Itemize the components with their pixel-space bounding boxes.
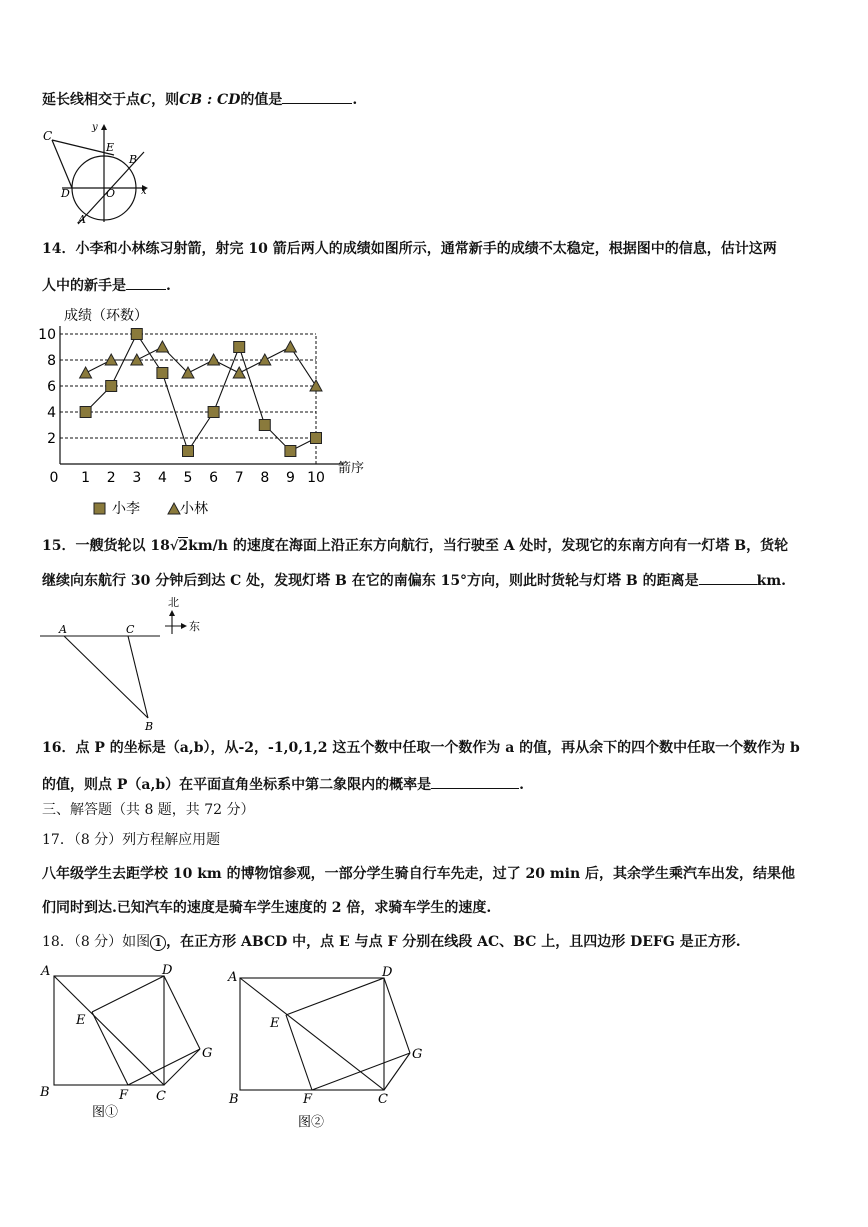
q14-answer-blank[interactable]	[126, 275, 166, 290]
fig1-label-a: A	[41, 964, 51, 979]
legend-series2: 小林	[180, 501, 208, 517]
fig1-label-c: C	[156, 1089, 166, 1104]
q15-line1-a: 15．一艘货轮以 18	[42, 538, 170, 554]
q13-point-c: C	[140, 92, 152, 108]
chart-legend	[94, 500, 208, 517]
chart-xtick-label: 10	[307, 470, 325, 486]
q13-line	[42, 89, 357, 110]
q13-ratio: CB : CD	[179, 92, 241, 108]
q13-label-y: y	[92, 122, 98, 133]
q14-line2	[42, 275, 171, 296]
q13-label-x: x	[141, 186, 147, 197]
q13-label-e: E	[106, 141, 115, 154]
chart-xtick-label: 1	[81, 470, 91, 486]
fig1-line-ef	[92, 1012, 128, 1085]
chart-point-square	[131, 329, 142, 340]
fig1-label-g: G	[202, 1046, 213, 1061]
q15-east-label: 东	[189, 620, 200, 633]
section3-heading: 三、解答题（共 8 题，共 72 分）	[42, 802, 255, 818]
q15-line-cb	[128, 636, 148, 718]
q18-figure2	[226, 962, 436, 1132]
chart-point-square	[208, 407, 219, 418]
chart-xtick-label: 4	[157, 470, 167, 486]
q13-label-o: O	[106, 187, 116, 200]
q14-end: .	[166, 278, 171, 294]
fig2-label-b: B	[229, 1092, 239, 1107]
fig1-label-d: D	[162, 963, 173, 978]
chart-point-triangle	[156, 341, 168, 352]
legend-triangle-marker	[168, 503, 180, 514]
chart-point-square	[157, 368, 168, 379]
q15-label-a: A	[59, 623, 67, 636]
q15-prefix: 继续向东航行 30 分钟后到达 C 处，发现灯塔 B 在它的南偏东 15°方向，则此时货轮与灯塔 B 的距离是	[42, 573, 699, 589]
q16-line2	[42, 774, 524, 795]
q15-answer-blank[interactable]	[699, 570, 757, 585]
q16-end: .	[519, 777, 525, 793]
q18-figure1	[36, 960, 226, 1125]
q13-label-c: C	[43, 129, 53, 143]
legend-square-marker	[94, 503, 105, 514]
chart-point-triangle	[233, 367, 245, 378]
fig1-caption: 图①	[92, 1105, 119, 1120]
chart-xtick-label: 0	[49, 470, 59, 486]
fig2-label-a: A	[228, 970, 238, 985]
q13-end: .	[352, 92, 358, 108]
fig2-label-g: G	[412, 1047, 423, 1062]
chart-point-square	[183, 446, 194, 457]
q13-label-d: D	[61, 187, 70, 200]
q17-title: 17．（8 分）列方程解应用题	[42, 832, 221, 848]
fig2-label-f: F	[303, 1092, 313, 1107]
q13-label-b: B	[129, 153, 138, 166]
q17-line1: 八年级学生去距学校 10 km 的博物馆参观，一部分学生骑自行车先走，过了 20 min 后，其余学生乘汽车出发，结果他	[42, 866, 796, 882]
chart-xlabel: 箭序	[338, 461, 365, 476]
fig2-line-dg	[384, 978, 410, 1053]
fig2-label-d: D	[382, 965, 393, 980]
chart-xtick-label: 2	[106, 470, 116, 486]
chart-series-line	[86, 347, 316, 386]
q13-line-ce	[52, 140, 114, 155]
q16-answer-blank[interactable]	[431, 774, 519, 789]
sqrt-sign: √	[169, 539, 179, 554]
chart-xtick-label: 7	[234, 470, 244, 486]
q13-label-a: A	[78, 213, 86, 226]
q16-line1: 16．点 P 的坐标是（a,b），从-2，-1,0,1,2 这五个数中任取一个数作为 a 的值，再从余下的四个数中任取一个数作为 b	[42, 740, 800, 756]
q18-circled-digit: 1	[154, 936, 162, 949]
fig2-diagonal-ac	[240, 978, 384, 1090]
fig2-caption: 图②	[298, 1115, 325, 1130]
fig1-label-b: B	[40, 1085, 50, 1100]
q15-line2	[42, 570, 786, 591]
fig2-line-fg	[312, 1053, 410, 1090]
q18-rest: ，在正方形 ABCD 中，点 E 与点 F 分别在线段 AC、BC 上，且四边形 DEFG 是正方形.	[166, 934, 741, 950]
q13-suffix: 的值是	[240, 92, 283, 108]
fig2-label-c: C	[378, 1092, 388, 1107]
chart-xtick-label: 6	[209, 470, 219, 486]
q13-line-cd	[52, 140, 72, 188]
chart-point-triangle	[284, 341, 296, 352]
chart-point-square	[259, 420, 270, 431]
fig1-line-dg	[164, 976, 200, 1049]
chart-ytick-label: 10	[38, 327, 56, 343]
q18-circled-number	[150, 935, 166, 951]
q18-prefix: 18．（8 分）如图	[42, 934, 151, 950]
fig1-label-f: F	[119, 1088, 129, 1103]
chart-point-triangle	[80, 367, 92, 378]
chart-point-square	[106, 381, 117, 392]
q15-line1	[42, 536, 788, 557]
legend-series1: 小李	[112, 501, 140, 517]
q15-label-b: B	[145, 720, 154, 733]
fig2-line-cg	[384, 1053, 410, 1090]
q13-mid: ，则	[151, 92, 180, 108]
chart-ytick-label: 4	[47, 405, 56, 421]
fig2-line-ef	[286, 1015, 312, 1090]
chart-xtick-label: 9	[285, 470, 295, 486]
q16-prefix: 的值，则点 P（a,b）在平面直角坐标系中第二象限内的概率是	[42, 777, 432, 793]
chart-point-square	[234, 342, 245, 353]
q15-end: km.	[756, 573, 787, 589]
q14-chart	[38, 300, 384, 525]
q13-prefix: 延长线相交于点	[42, 92, 140, 108]
fig1-diagonal-ac	[54, 976, 164, 1085]
fig1-label-e: E	[76, 1013, 86, 1028]
q17-line2: 们同时到达.已知汽车的速度是骑车学生速度的 2 倍，求骑车学生的速度.	[42, 900, 492, 916]
q13-answer-blank[interactable]	[282, 89, 352, 104]
chart-point-square	[311, 433, 322, 444]
chart-ytick-label: 2	[47, 431, 56, 447]
q15-label-c: C	[126, 623, 135, 636]
q14-prefix: 人中的新手是	[42, 278, 126, 294]
q15-north-label: 北	[168, 596, 179, 609]
q13-circle-figure	[40, 118, 160, 228]
chart-ylabel: 成绩（环数）	[64, 308, 148, 324]
q15-sqrt-value: 2	[178, 538, 189, 554]
chart-xtick-label: 8	[260, 470, 270, 486]
q14-line1: 14．小李和小林练习射箭，射完 10 箭后两人的成绩如图所示，通常新手的成绩不太稳定，根据图中的信息，估计这两	[42, 241, 777, 257]
fig1-line-ed	[92, 976, 164, 1012]
fig2-line-ed	[286, 978, 384, 1015]
fig2-label-e: E	[270, 1016, 280, 1031]
chart-point-square	[80, 407, 91, 418]
q15-line1-b: km/h 的速度在海面上沿正东方向航行，当行驶至 A 处时，发现它的东南方向有一灯塔 B，货轮	[188, 538, 789, 554]
chart-ytick-label: 8	[47, 353, 56, 369]
chart-xtick-label: 3	[132, 470, 142, 486]
chart-ytick-label: 6	[47, 379, 56, 395]
fig1-line-cg	[164, 1049, 200, 1085]
q15-figure	[38, 592, 218, 732]
chart-xtick-label: 5	[183, 470, 193, 486]
q15-line-ab	[64, 636, 148, 718]
chart-point-square	[285, 446, 296, 457]
q18-line	[42, 932, 741, 952]
